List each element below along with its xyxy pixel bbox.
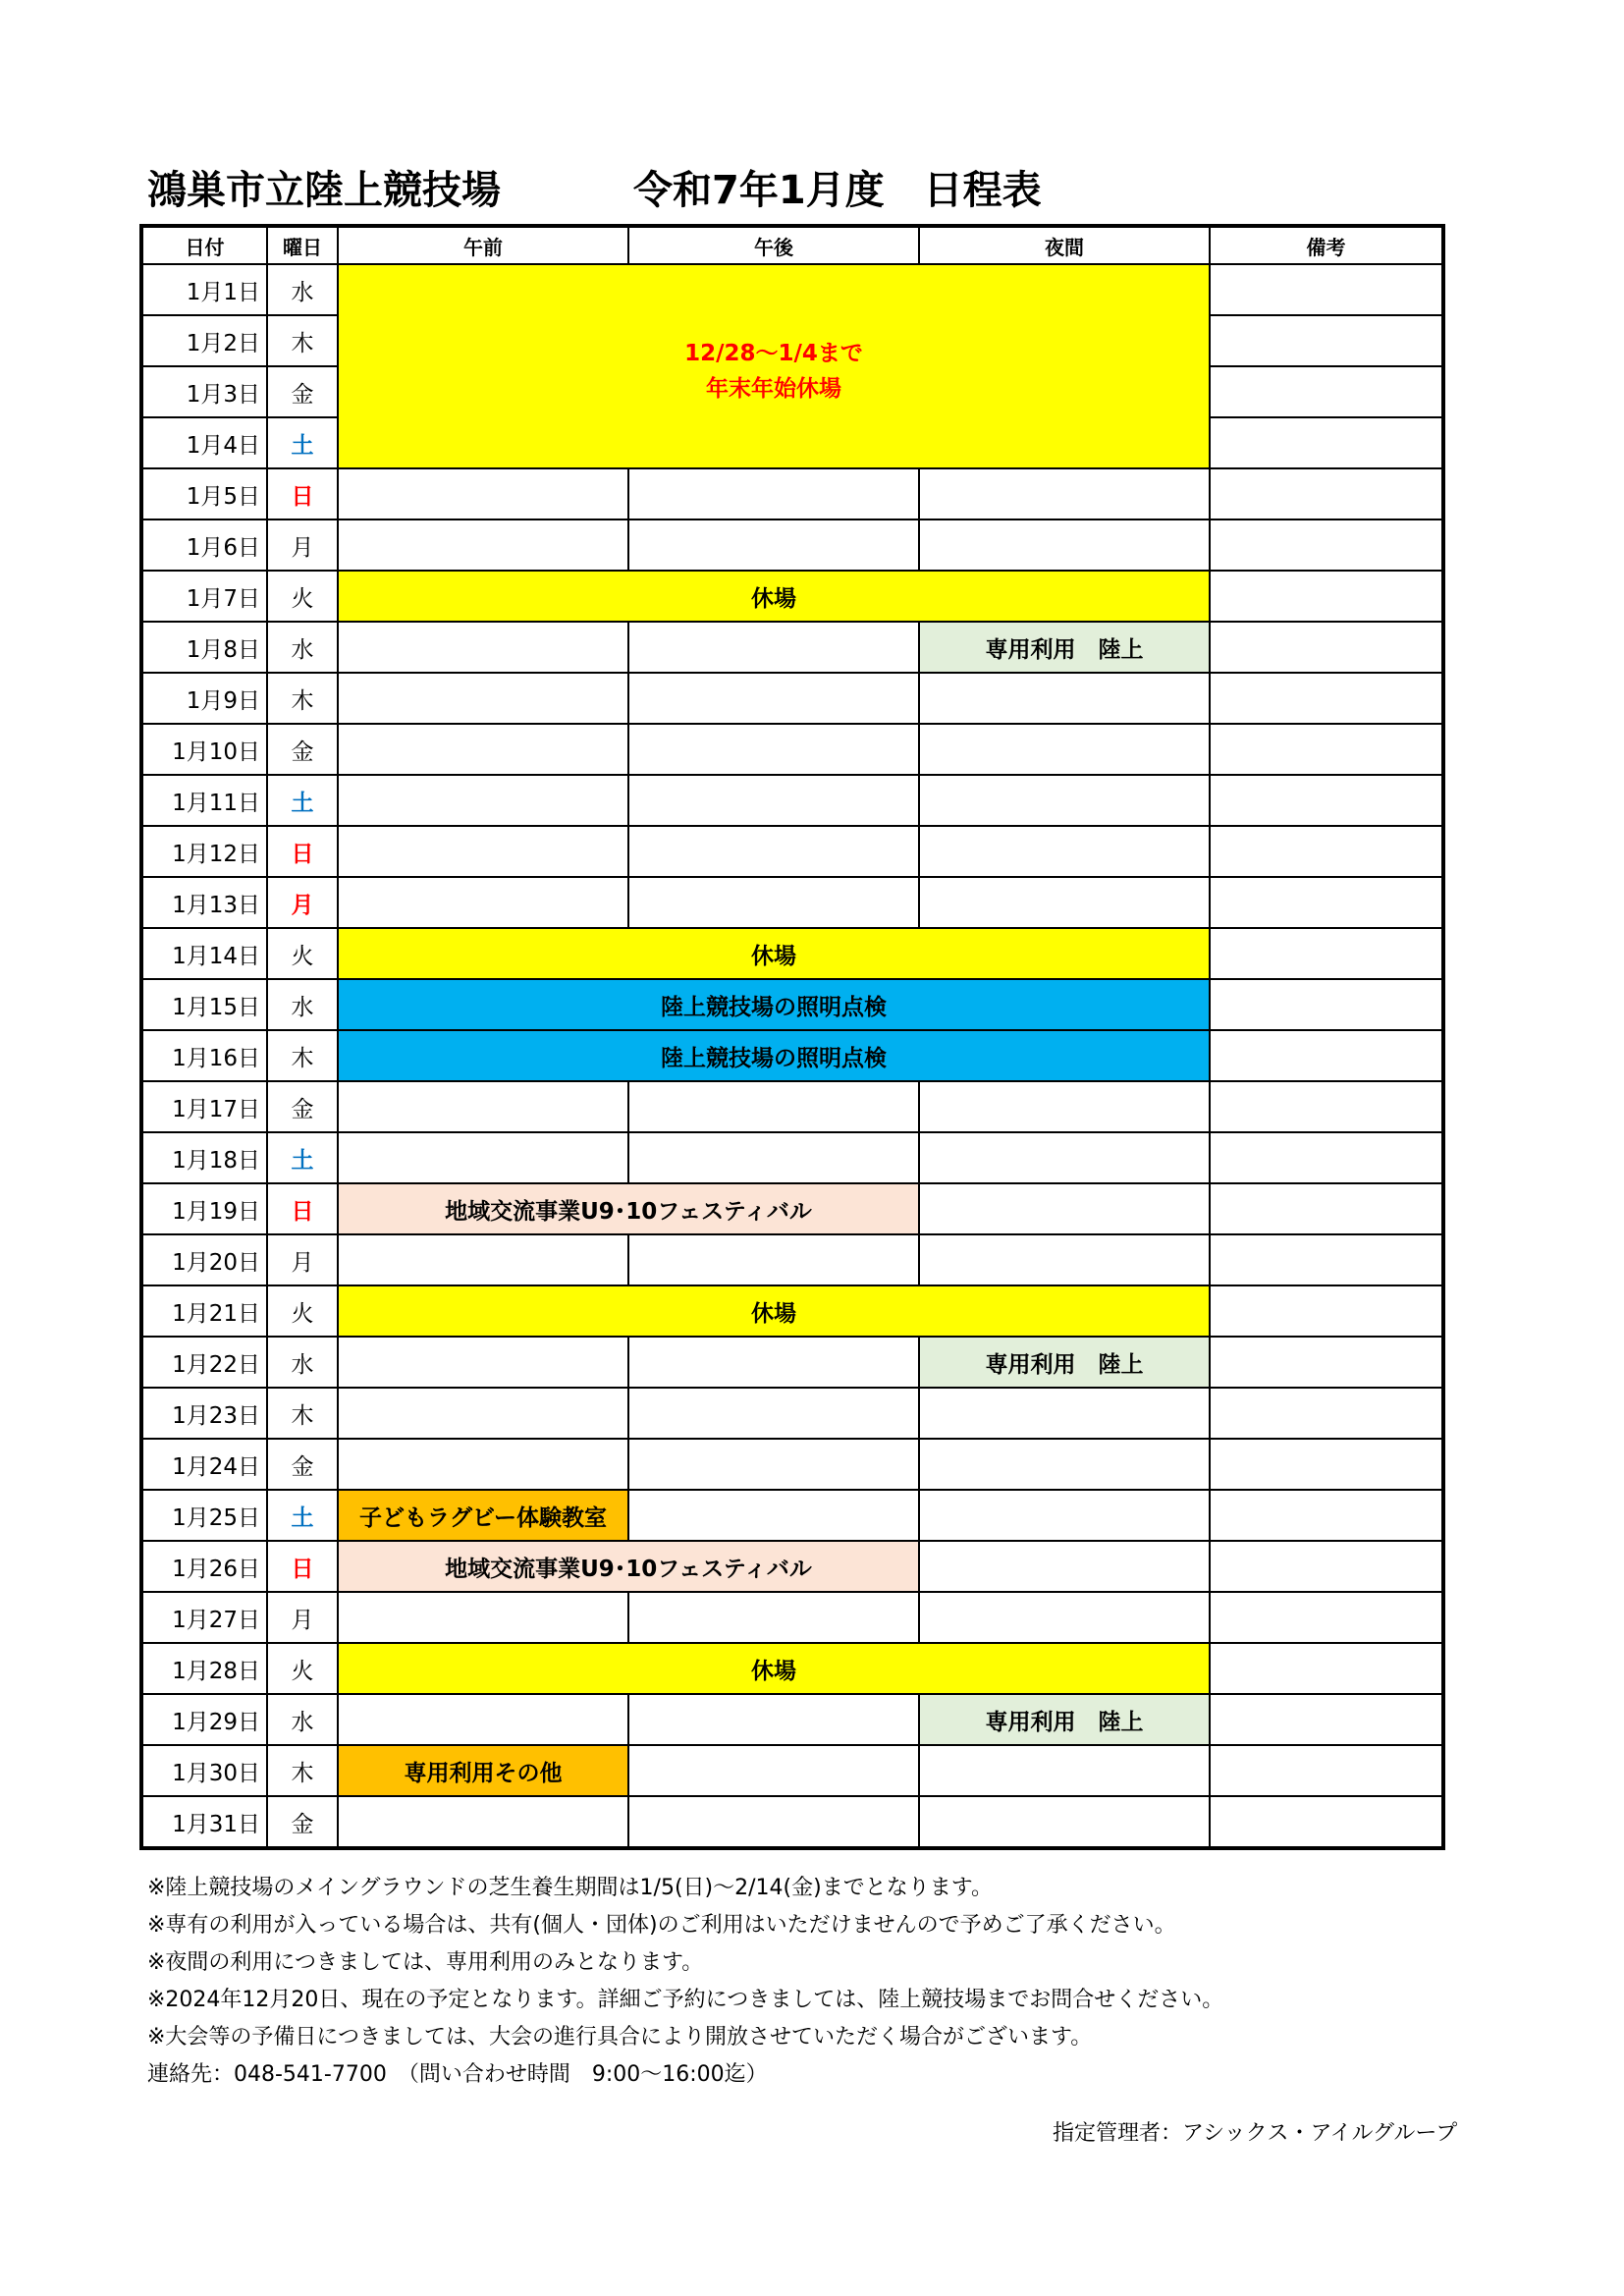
dow-cell: 火 xyxy=(267,1285,338,1337)
dow-cell: 土 xyxy=(267,1490,338,1541)
dow-cell: 水 xyxy=(267,1694,338,1745)
date-cell: 1月21日 xyxy=(141,1285,267,1337)
notes-cell xyxy=(1210,979,1443,1030)
dow-cell: 木 xyxy=(267,673,338,724)
date-cell: 1月22日 xyxy=(141,1337,267,1388)
dow-cell: 水 xyxy=(267,264,338,315)
am-cell xyxy=(338,468,628,519)
date-cell: 1月1日 xyxy=(141,264,267,315)
pm-cell xyxy=(628,1796,919,1848)
table-row xyxy=(141,877,1443,928)
table-row xyxy=(141,1337,1443,1388)
notes-cell xyxy=(1210,366,1443,417)
notes-cell xyxy=(1210,1796,1443,1848)
dow-cell: 金 xyxy=(267,1439,338,1490)
table-row xyxy=(141,826,1443,877)
date-cell: 1月24日 xyxy=(141,1439,267,1490)
night-cell xyxy=(919,1592,1210,1643)
night-cell xyxy=(919,673,1210,724)
date-cell: 1月25日 xyxy=(141,1490,267,1541)
notes-cell xyxy=(1210,1745,1443,1796)
pm-cell xyxy=(628,1592,919,1643)
table-row xyxy=(141,724,1443,775)
date-cell: 1月13日 xyxy=(141,877,267,928)
pm-cell xyxy=(628,1490,919,1541)
notes-cell xyxy=(1210,1592,1443,1643)
dow-cell: 火 xyxy=(267,1643,338,1694)
night-exclusive-event: 専用利用 陸上 xyxy=(919,1337,1210,1388)
notes-cell xyxy=(1210,1030,1443,1081)
header-pm: 午後 xyxy=(628,226,919,264)
date-cell: 1月12日 xyxy=(141,826,267,877)
closed-event: 休場 xyxy=(338,1643,1210,1694)
header-date: 日付 xyxy=(141,226,267,264)
lighting-inspection-event: 陸上競技場の照明点検 xyxy=(338,1030,1210,1081)
rugby-class-event: 子どもラグビー体験教室 xyxy=(338,1490,628,1541)
am-cell xyxy=(338,1081,628,1132)
lighting-inspection-event: 陸上競技場の照明点検 xyxy=(338,979,1210,1030)
dow-cell: 火 xyxy=(267,928,338,979)
notes-cell xyxy=(1210,1234,1443,1285)
notes-cell xyxy=(1210,417,1443,468)
table-row xyxy=(141,264,1443,315)
notes-cell xyxy=(1210,1337,1443,1388)
night-cell xyxy=(919,1388,1210,1439)
table-row xyxy=(141,1132,1443,1183)
date-cell: 1月29日 xyxy=(141,1694,267,1745)
dow-cell: 木 xyxy=(267,1388,338,1439)
date-cell: 1月9日 xyxy=(141,673,267,724)
date-cell: 1月17日 xyxy=(141,1081,267,1132)
table-row xyxy=(141,1541,1443,1592)
notes-cell xyxy=(1210,724,1443,775)
date-cell: 1月18日 xyxy=(141,1132,267,1183)
pm-cell xyxy=(628,826,919,877)
table-row xyxy=(141,1234,1443,1285)
dow-cell: 木 xyxy=(267,315,338,366)
pm-cell xyxy=(628,877,919,928)
closure-period: 12/28～1/4まで xyxy=(684,341,863,366)
pm-cell xyxy=(628,1234,919,1285)
dow-cell: 木 xyxy=(267,1745,338,1796)
notes-cell xyxy=(1210,571,1443,622)
dow-cell: 日 xyxy=(267,1183,338,1234)
notes-cell xyxy=(1210,673,1443,724)
table-row xyxy=(141,1694,1443,1745)
table-row xyxy=(141,775,1443,826)
pm-cell xyxy=(628,622,919,673)
night-cell xyxy=(919,1439,1210,1490)
table-row xyxy=(141,673,1443,724)
dow-cell: 火 xyxy=(267,571,338,622)
notes-cell xyxy=(1210,468,1443,519)
am-cell xyxy=(338,877,628,928)
dow-cell: 土 xyxy=(267,1132,338,1183)
night-cell xyxy=(919,877,1210,928)
pm-cell xyxy=(628,1388,919,1439)
date-cell: 1月6日 xyxy=(141,519,267,571)
footnote-reserve-days: ※大会等の予備日につきましては、大会の進行具合により開放させていただく場合がございます。 xyxy=(147,2025,1093,2050)
night-cell xyxy=(919,1490,1210,1541)
notes-cell xyxy=(1210,1388,1443,1439)
notes-cell xyxy=(1210,1132,1443,1183)
am-cell xyxy=(338,775,628,826)
night-cell xyxy=(919,1541,1210,1592)
date-cell: 1月4日 xyxy=(141,417,267,468)
notes-cell xyxy=(1210,775,1443,826)
pm-cell xyxy=(628,1337,919,1388)
header-notes: 備考 xyxy=(1210,226,1443,264)
night-cell xyxy=(919,1796,1210,1848)
date-cell: 1月3日 xyxy=(141,366,267,417)
am-cell xyxy=(338,1337,628,1388)
table-row xyxy=(141,928,1443,979)
table-row xyxy=(141,1745,1443,1796)
table-row xyxy=(141,1030,1443,1081)
pm-cell xyxy=(628,1081,919,1132)
date-cell: 1月14日 xyxy=(141,928,267,979)
am-cell xyxy=(338,1694,628,1745)
closure-label: 年末年始休場 xyxy=(706,376,841,402)
dow-cell: 水 xyxy=(267,1337,338,1388)
date-cell: 1月7日 xyxy=(141,571,267,622)
date-cell: 1月19日 xyxy=(141,1183,267,1234)
date-cell: 1月30日 xyxy=(141,1745,267,1796)
date-cell: 1月15日 xyxy=(141,979,267,1030)
pm-cell xyxy=(628,1694,919,1745)
am-cell xyxy=(338,1592,628,1643)
dow-cell: 土 xyxy=(267,417,338,468)
night-cell xyxy=(919,1745,1210,1796)
notes-cell xyxy=(1210,1439,1443,1490)
dow-cell: 日 xyxy=(267,1541,338,1592)
date-cell: 1月26日 xyxy=(141,1541,267,1592)
dow-cell: 日 xyxy=(267,826,338,877)
pm-cell xyxy=(628,468,919,519)
dow-cell: 土 xyxy=(267,775,338,826)
notes-cell xyxy=(1210,622,1443,673)
notes-cell xyxy=(1210,264,1443,315)
am-cell xyxy=(338,1388,628,1439)
am-cell xyxy=(338,1132,628,1183)
table-row xyxy=(141,1592,1443,1643)
dow-cell: 月 xyxy=(267,519,338,571)
table-row xyxy=(141,1796,1443,1848)
date-cell: 1月27日 xyxy=(141,1592,267,1643)
notes-cell xyxy=(1210,826,1443,877)
night-cell xyxy=(919,1183,1210,1234)
dow-cell: 月 xyxy=(267,1234,338,1285)
date-cell: 1月8日 xyxy=(141,622,267,673)
date-cell: 1月10日 xyxy=(141,724,267,775)
designated-manager: 指定管理者：アシックス・アイルグループ xyxy=(1053,2121,1458,2146)
notes-cell xyxy=(1210,519,1443,571)
page-title xyxy=(147,159,1042,215)
table-row xyxy=(141,1183,1443,1234)
table-row xyxy=(141,1081,1443,1132)
table-row xyxy=(141,1643,1443,1694)
pm-cell xyxy=(628,1745,919,1796)
table-row xyxy=(141,622,1443,673)
night-cell xyxy=(919,1081,1210,1132)
header-night: 夜間 xyxy=(919,226,1210,264)
am-cell xyxy=(338,826,628,877)
table-row xyxy=(141,468,1443,519)
date-cell: 1月20日 xyxy=(141,1234,267,1285)
schedule-month: 令和7年1月度 日程表 xyxy=(633,168,1042,213)
dow-cell: 水 xyxy=(267,979,338,1030)
date-cell: 1月2日 xyxy=(141,315,267,366)
contact-info: 連絡先：048-541-7700 （問い合わせ時間 9:00～16:00迄） xyxy=(147,2062,768,2087)
date-cell: 1月5日 xyxy=(141,468,267,519)
table-row xyxy=(141,1490,1443,1541)
table-row xyxy=(141,571,1443,622)
notes-cell xyxy=(1210,1285,1443,1337)
night-cell xyxy=(919,1132,1210,1183)
dow-cell: 金 xyxy=(267,1796,338,1848)
date-cell: 1月28日 xyxy=(141,1643,267,1694)
festival-event: 地域交流事業U9･10フェスティバル xyxy=(338,1183,919,1234)
am-cell xyxy=(338,673,628,724)
header-row xyxy=(141,226,1443,264)
date-cell: 1月16日 xyxy=(141,1030,267,1081)
notes-cell xyxy=(1210,315,1443,366)
notes-cell xyxy=(1210,1694,1443,1745)
dow-cell: 水 xyxy=(267,622,338,673)
pm-cell xyxy=(628,724,919,775)
dow-cell: 金 xyxy=(267,1081,338,1132)
pm-cell xyxy=(628,1439,919,1490)
pm-cell xyxy=(628,519,919,571)
night-exclusive-event: 専用利用 陸上 xyxy=(919,1694,1210,1745)
am-cell xyxy=(338,622,628,673)
footnotes xyxy=(147,1870,1223,2094)
footnote-schedule-date: ※2024年12月20日、現在の予定となります。詳細ご予約につきましては、陸上競技場までお問合せください。 xyxy=(147,1988,1224,2012)
am-cell xyxy=(338,519,628,571)
table-row xyxy=(141,1439,1443,1490)
night-cell xyxy=(919,775,1210,826)
table-row xyxy=(141,1285,1443,1337)
am-cell xyxy=(338,1796,628,1848)
date-cell: 1月23日 xyxy=(141,1388,267,1439)
date-cell: 1月11日 xyxy=(141,775,267,826)
table-row xyxy=(141,979,1443,1030)
dow-cell: 月 xyxy=(267,877,338,928)
facility-name: 鴻巣市立陸上競技場 xyxy=(147,168,501,213)
date-cell: 1月31日 xyxy=(141,1796,267,1848)
festival-event: 地域交流事業U9･10フェスティバル xyxy=(338,1541,919,1592)
exclusive-other-event: 専用利用その他 xyxy=(338,1745,628,1796)
notes-cell xyxy=(1210,1541,1443,1592)
notes-cell xyxy=(1210,1081,1443,1132)
dow-cell: 木 xyxy=(267,1030,338,1081)
notes-cell xyxy=(1210,1643,1443,1694)
notes-cell xyxy=(1210,1490,1443,1541)
closed-event: 休場 xyxy=(338,1285,1210,1337)
am-cell xyxy=(338,1439,628,1490)
am-cell xyxy=(338,1234,628,1285)
schedule-table xyxy=(139,224,1445,1850)
footnote-turf: ※陸上競技場のメイングラウンドの芝生養生期間は1/5(日)～2/14(金)までとなります。 xyxy=(147,1876,993,1900)
dow-cell: 金 xyxy=(267,366,338,417)
pm-cell xyxy=(628,775,919,826)
closed-event: 休場 xyxy=(338,571,1210,622)
dow-cell: 日 xyxy=(267,468,338,519)
notes-cell xyxy=(1210,928,1443,979)
closed-event: 休場 xyxy=(338,928,1210,979)
table-row xyxy=(141,1388,1443,1439)
header-dow: 曜日 xyxy=(267,226,338,264)
night-cell xyxy=(919,826,1210,877)
dow-cell: 金 xyxy=(267,724,338,775)
footnote-exclusive: ※専有の利用が入っている場合は、共有(個人・団体)のご利用はいただけませんので予めご了承ください。 xyxy=(147,1913,1176,1938)
pm-cell xyxy=(628,1132,919,1183)
night-cell xyxy=(919,468,1210,519)
header-am: 午前 xyxy=(338,226,628,264)
night-exclusive-event: 専用利用 陸上 xyxy=(919,622,1210,673)
notes-cell xyxy=(1210,877,1443,928)
am-cell xyxy=(338,724,628,775)
new-year-closure-block xyxy=(338,264,1210,468)
pm-cell xyxy=(628,673,919,724)
table-row xyxy=(141,519,1443,571)
notes-cell xyxy=(1210,1183,1443,1234)
dow-cell: 月 xyxy=(267,1592,338,1643)
footnote-night: ※夜間の利用につきましては、専用利用のみとなります。 xyxy=(147,1950,704,1975)
night-cell xyxy=(919,1234,1210,1285)
night-cell xyxy=(919,519,1210,571)
night-cell xyxy=(919,724,1210,775)
